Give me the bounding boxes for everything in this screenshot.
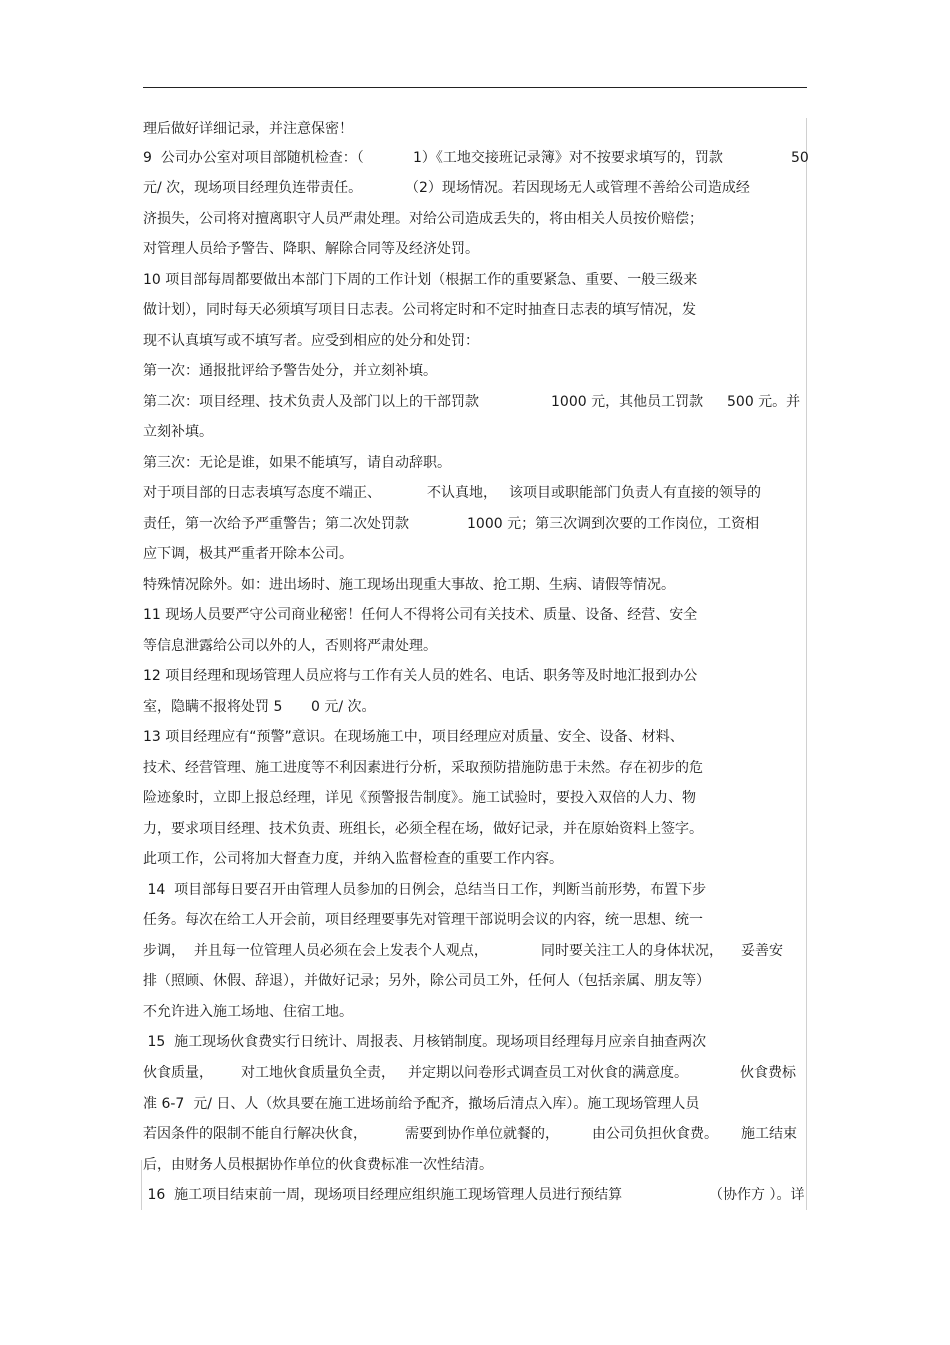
text-segment: 1000 元，其他员工罚款 <box>551 394 704 410</box>
text-line <box>143 238 807 260</box>
text-segment: 室，隐瞒不报将处罚 5 <box>143 699 283 715</box>
text-segment: 9 公司办公室对项目部随机检查：（ <box>143 150 364 166</box>
text-segment: 准 6-7 元/ 日、人（炊具要在施工进场前给予配齐，撤场后清点入库）。施工现场管理人员 <box>143 1096 700 1112</box>
text-line <box>143 696 807 718</box>
text-segment: 施工结束 <box>741 1126 797 1142</box>
text-segment: 500 元。并 <box>727 394 801 410</box>
text-segment: 若因条件的限制不能自行解决伙食， <box>143 1126 367 1142</box>
text-line <box>143 848 807 870</box>
text-segment: 立刻补填。 <box>143 424 213 440</box>
text-segment: （协作方 ）。详 <box>709 1187 805 1203</box>
text-line <box>143 452 807 474</box>
text-segment: 力，要求项目经理、技术负责、班组长，必须全程在场，做好记录，并在原始资料上签字。 <box>143 821 703 837</box>
text-segment: 对于项目部的日志表填写态度不端正、 <box>143 485 381 501</box>
text-segment: 16 施工项目结束前一周，现场项目经理应组织施工现场管理人员进行预结算 <box>143 1187 623 1203</box>
text-line <box>143 1093 807 1115</box>
text-line <box>143 1184 807 1206</box>
text-segment: 50 <box>791 150 809 166</box>
text-line <box>143 208 807 230</box>
text-segment: 特殊情况除外。如：进出场时、施工现场出现重大事故、抢工期、生病、请假等情况。 <box>143 577 675 593</box>
text-segment: 此项工作，公司将加大督查力度，并纳入监督检查的重要工作内容。 <box>143 851 563 867</box>
text-segment: 现不认真填写或不填写者。应受到相应的处分和处罚： <box>143 333 479 349</box>
text-segment: 需要到协作单位就餐的， <box>405 1126 559 1142</box>
text-line <box>143 1123 807 1145</box>
text-line <box>143 787 807 809</box>
text-line <box>143 909 807 931</box>
header-rule <box>143 87 807 88</box>
text-segment: 应下调，极其严重者开除本公司。 <box>143 546 353 562</box>
text-segment: 步调， 并且每一位管理人员必须在会上发表个人观点， <box>143 943 488 959</box>
text-segment: 11 现场人员要严守公司商业秘密！任何人不得将公司有关技术、质量、设备、经营、安全 <box>143 607 698 623</box>
text-line <box>143 757 807 779</box>
text-segment: 10 项目部每周都要做出本部门下周的工作计划（根据工作的重要紧急、重要、一般三级来 <box>143 272 698 288</box>
text-line <box>143 391 807 413</box>
text-line <box>143 360 807 382</box>
text-line <box>143 482 807 504</box>
text-segment: 0 元/ 次。 <box>311 699 376 715</box>
text-segment: 后，由财务人员根据协作单位的伙食费标准一次性结清。 <box>143 1157 493 1173</box>
text-line <box>143 818 807 840</box>
text-line <box>143 970 807 992</box>
text-segment: 第三次：无论是谁，如果不能填写，请自动辞职。 <box>143 455 451 471</box>
frame-border-left <box>141 1160 142 1210</box>
text-line <box>143 543 807 565</box>
text-segment: 该项目或职能部门负责人有直接的领导的 <box>509 485 761 501</box>
text-line <box>143 1062 807 1084</box>
text-segment: 不认真地， <box>427 485 497 501</box>
text-segment: 13 项目经理应有“预警”意识。在现场施工中，项目经理应对质量、安全、设备、材料、 <box>143 729 684 745</box>
text-line <box>143 269 807 291</box>
text-line <box>143 726 807 748</box>
text-segment: 第二次：项目经理、技术负责人及部门以上的干部罚款 <box>143 394 479 410</box>
text-segment: 第一次：通报批评给予警告处分，并立刻补填。 <box>143 363 437 379</box>
text-segment: 排（照顾、休假、辞退），并做好记录；另外，除公司员工外，任何人（包括亲属、朋友等） <box>143 973 710 989</box>
text-segment: 济损失，公司将对擅离职守人员严肃处理。对给公司造成丢失的，将由相关人员按价赔偿； <box>143 211 703 227</box>
text-segment: 伙食费标 <box>740 1065 796 1081</box>
text-segment: 理后做好详细记录，并注意保密！ <box>143 121 353 137</box>
text-line <box>143 1031 807 1053</box>
text-line <box>143 299 807 321</box>
text-segment: 15 施工现场伙食费实行日统计、周报表、月核销制度。现场项目经理每月应亲自抽查两次 <box>143 1034 707 1050</box>
text-segment: （2）现场情况。若因现场无人或管理不善给公司造成经 <box>405 180 750 196</box>
text-line <box>143 940 807 962</box>
text-line <box>143 513 807 535</box>
text-line <box>143 879 807 901</box>
text-line <box>143 1154 807 1176</box>
text-segment: 任务。每次在给工人开会前，项目经理要事先对管理干部说明会议的内容，统一思想、统一 <box>143 912 703 928</box>
text-line <box>143 330 807 352</box>
text-line <box>143 421 807 443</box>
text-line <box>143 118 807 140</box>
text-segment: 做计划），同时每天必须填写项目日志表。公司将定时和不定时抽查日志表的填写情况，发 <box>143 302 696 318</box>
text-segment: 对管理人员给予警告、降职、解除合同等及经济处罚。 <box>143 241 479 257</box>
text-segment: 伙食质量， <box>143 1065 213 1081</box>
text-segment: 妥善安 <box>741 943 783 959</box>
text-segment: 险迹象时，立即上报总经理，详见《预警报告制度》。施工试验时，要投入双倍的人力、物 <box>143 790 696 806</box>
text-line <box>143 147 807 169</box>
text-segment: 同时要关注工人的身体状况， <box>541 943 723 959</box>
text-line <box>143 177 807 199</box>
text-segment: 由公司负担伙食费。 <box>592 1126 718 1142</box>
text-segment: 等信息泄露给公司以外的人，否则将严肃处理。 <box>143 638 437 654</box>
text-segment: 1000 元；第三次调到次要的工作岗位，工资相 <box>467 516 760 532</box>
text-line <box>143 574 807 596</box>
text-segment: 1）《工地交接班记录簿》对不按要求填写的，罚款 <box>413 150 723 166</box>
text-line <box>143 635 807 657</box>
text-segment: 不允许进入施工场地、住宿工地。 <box>143 1004 353 1020</box>
text-segment: 12 项目经理和现场管理人员应将与工作有关人员的姓名、电话、职务等及时地汇报到办公 <box>143 668 698 684</box>
text-segment: 技术、经营管理、施工进度等不利因素进行分析，采取预防措施防患于未然。存在初步的危 <box>143 760 703 776</box>
text-segment: 对工地伙食质量负全责， <box>241 1065 395 1081</box>
text-segment: 14 项目部每日要召开由管理人员参加的日例会，总结当日工作，判断当前形势，布置下步 <box>143 882 707 898</box>
text-line <box>143 604 807 626</box>
text-segment: 并定期以问卷形式调查员工对伙食的满意度。 <box>408 1065 688 1081</box>
text-line <box>143 1001 807 1023</box>
text-line <box>143 665 807 687</box>
text-segment: 元/ 次，现场项目经理负连带责任。 <box>143 180 363 196</box>
text-segment: 责任，第一次给予严重警告；第二次处罚款 <box>143 516 409 532</box>
